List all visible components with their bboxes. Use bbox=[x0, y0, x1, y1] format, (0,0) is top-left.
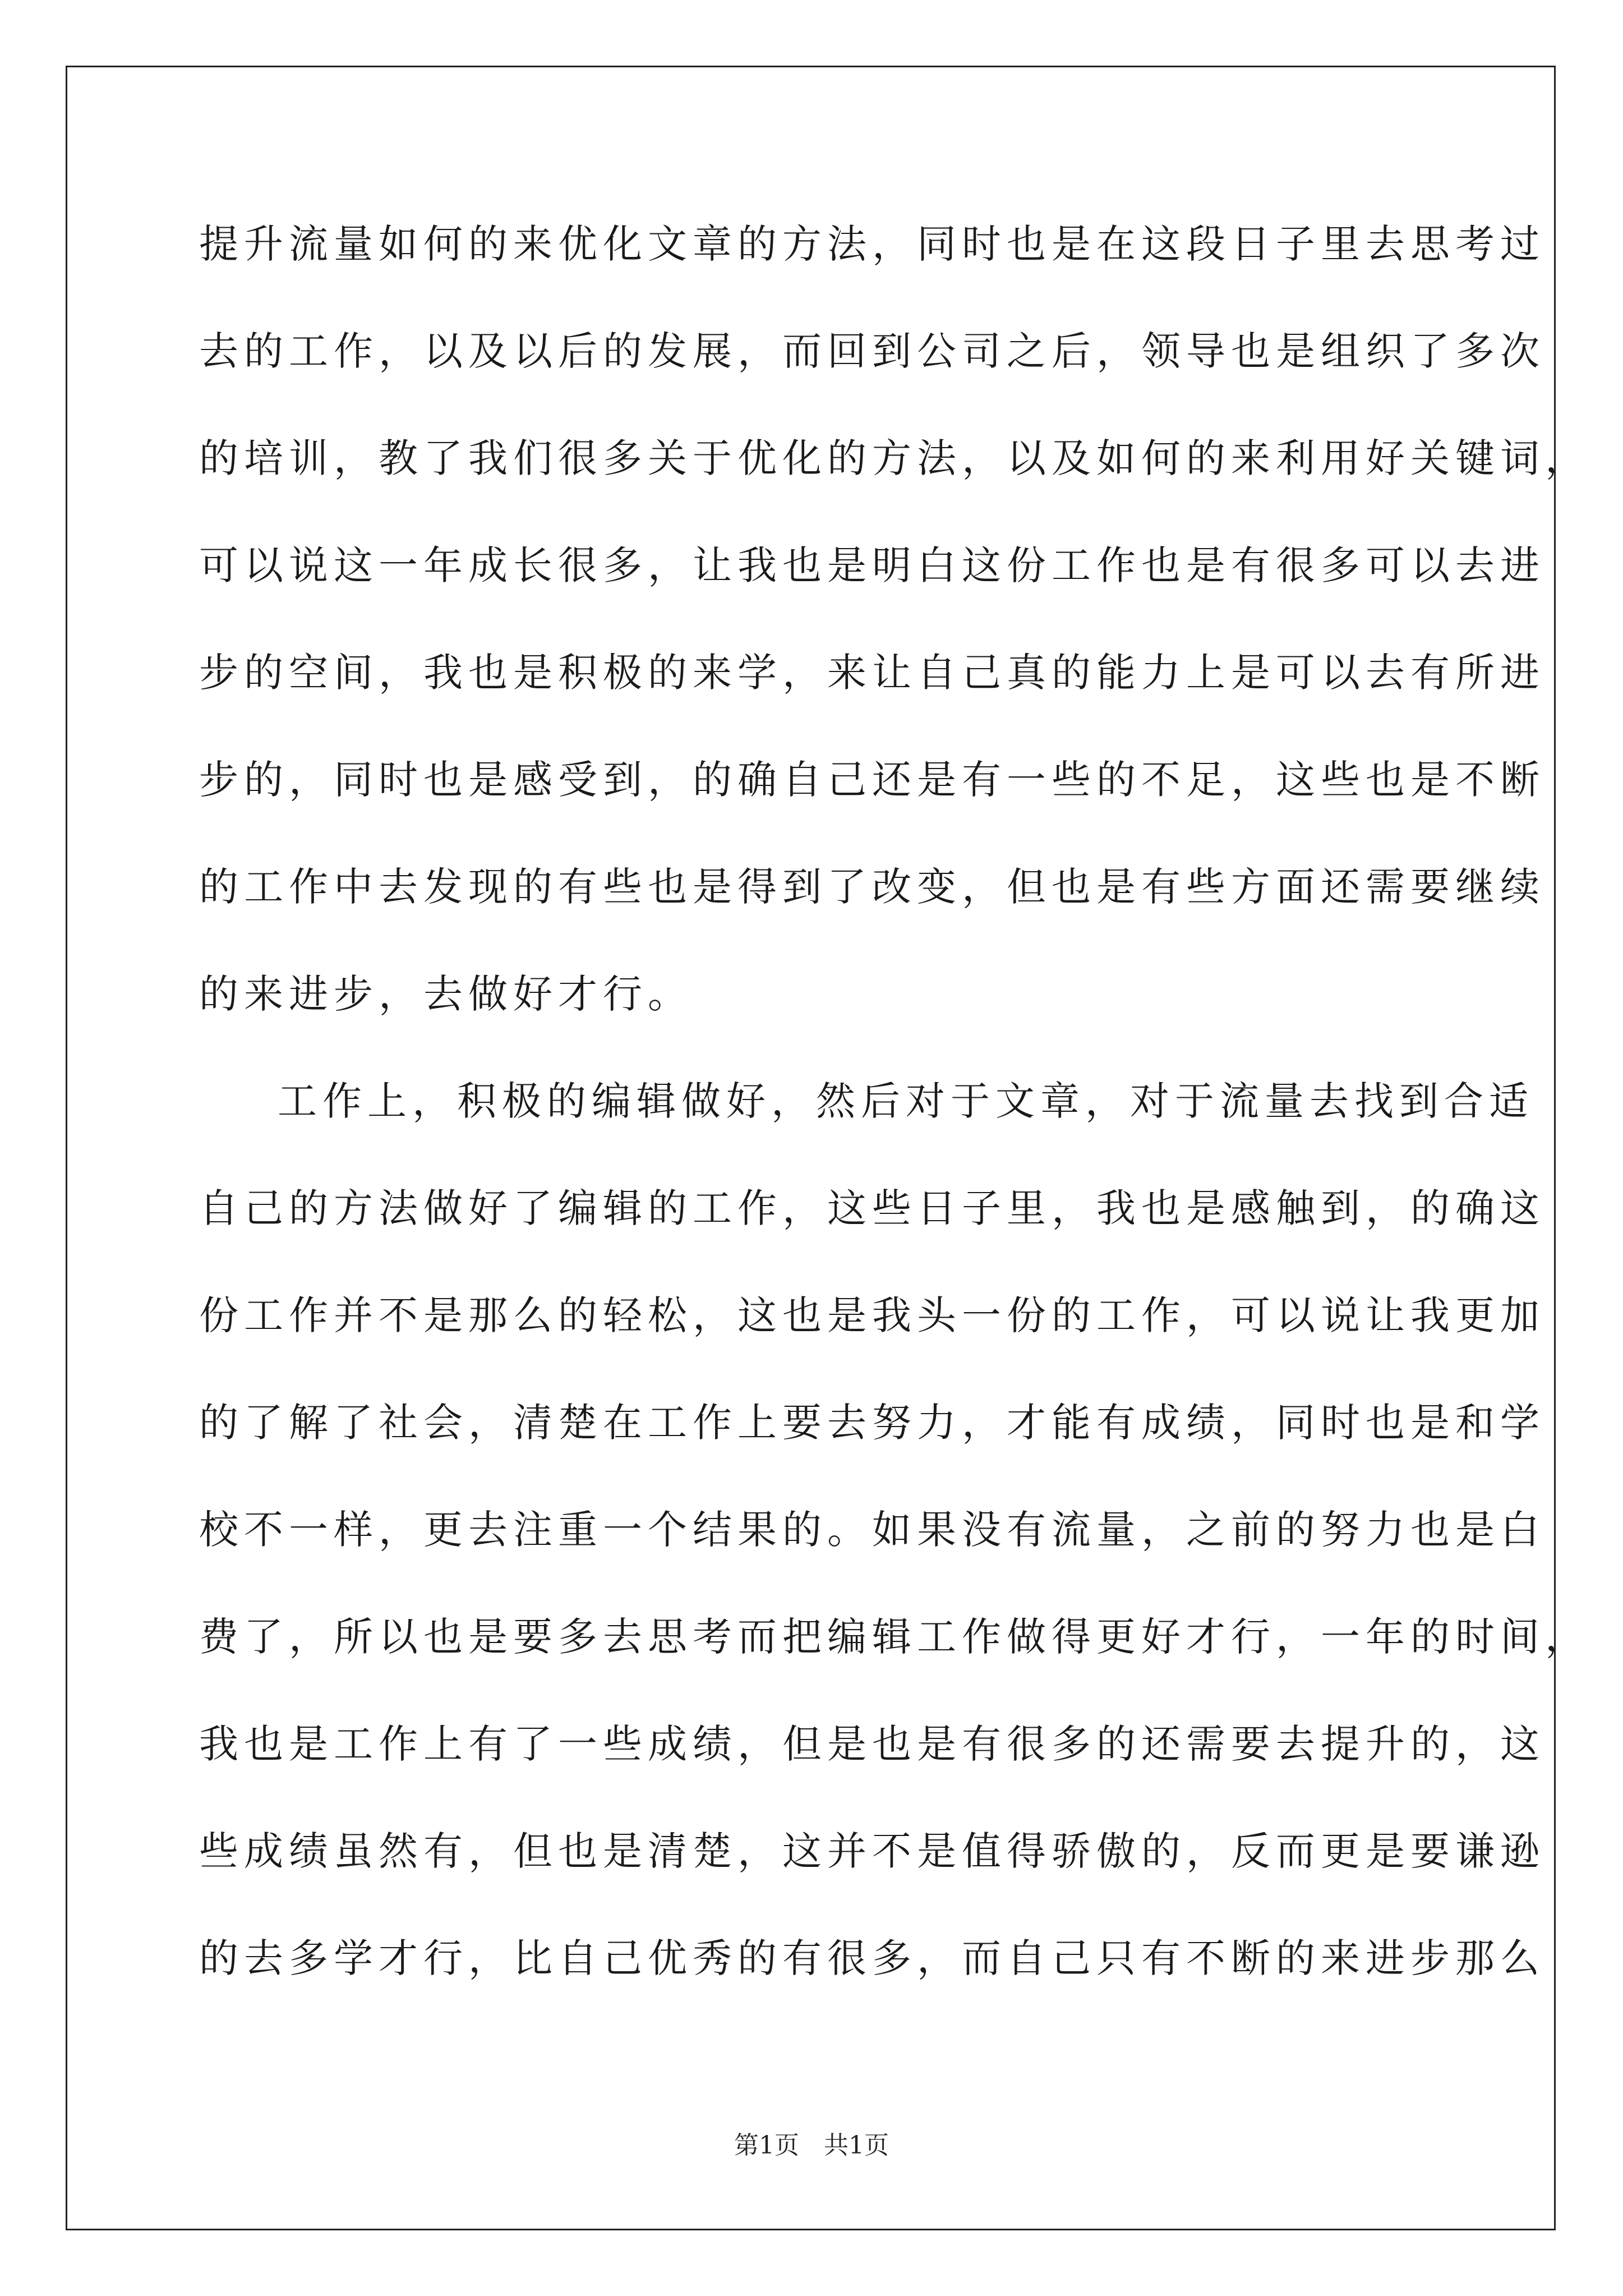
text-line: 校不一样，更去注重一个结果的。如果没有流量，之前的努力也是白 bbox=[199, 1507, 1545, 1553]
text-line: 费了，所以也是要多去思考而把编辑工作做得更好才行，一年的时间， bbox=[199, 1614, 1590, 1660]
text-line: 的来进步，去做好才行。 bbox=[199, 971, 693, 1017]
text-line: 的工作中去发现的有些也是得到了改变，但也是有些方面还需要继续 bbox=[199, 864, 1545, 910]
text-line: 工作上，积极的编辑做好，然后对于文章，对于流量去找到合适 bbox=[278, 1078, 1534, 1124]
text-line: 我也是工作上有了一些成绩，但是也是有很多的还需要去提升的，这 bbox=[199, 1721, 1545, 1767]
text-line: 些成绩虽然有，但也是清楚，这并不是值得骄傲的，反而更是要谦逊 bbox=[199, 1828, 1545, 1874]
body-text bbox=[199, 210, 1590, 2032]
text-line: 步的空间，我也是积极的来学，来让自己真的能力上是可以去有所进 bbox=[199, 650, 1545, 696]
text-line: 步的，同时也是感受到，的确自己还是有一些的不足，这些也是不断 bbox=[199, 757, 1545, 803]
text-line: 自己的方法做好了编辑的工作，这些日子里，我也是感触到，的确这 bbox=[199, 1185, 1545, 1231]
text-line: 可以说这一年成长很多，让我也是明白这份工作也是有很多可以去进 bbox=[199, 542, 1545, 588]
text-line: 提升流量如何的来优化文章的方法，同时也是在这段日子里去思考过 bbox=[199, 221, 1545, 267]
text-line: 的了解了社会，清楚在工作上要去努力，才能有成绩，同时也是和学 bbox=[199, 1400, 1545, 1446]
text-line: 份工作并不是那么的轻松，这也是我头一份的工作，可以说让我更加 bbox=[199, 1292, 1545, 1338]
text-line: 的培训，教了我们很多关于优化的方法，以及如何的来利用好关键词， bbox=[199, 435, 1590, 481]
text-line: 的去多学才行，比自己优秀的有很多，而自己只有不断的来进步那么 bbox=[199, 1935, 1545, 1981]
page-footer: 第1页 共1页 bbox=[734, 2131, 889, 2160]
text-line: 去的工作，以及以后的发展，而回到公司之后，领导也是组织了多次 bbox=[199, 328, 1545, 374]
